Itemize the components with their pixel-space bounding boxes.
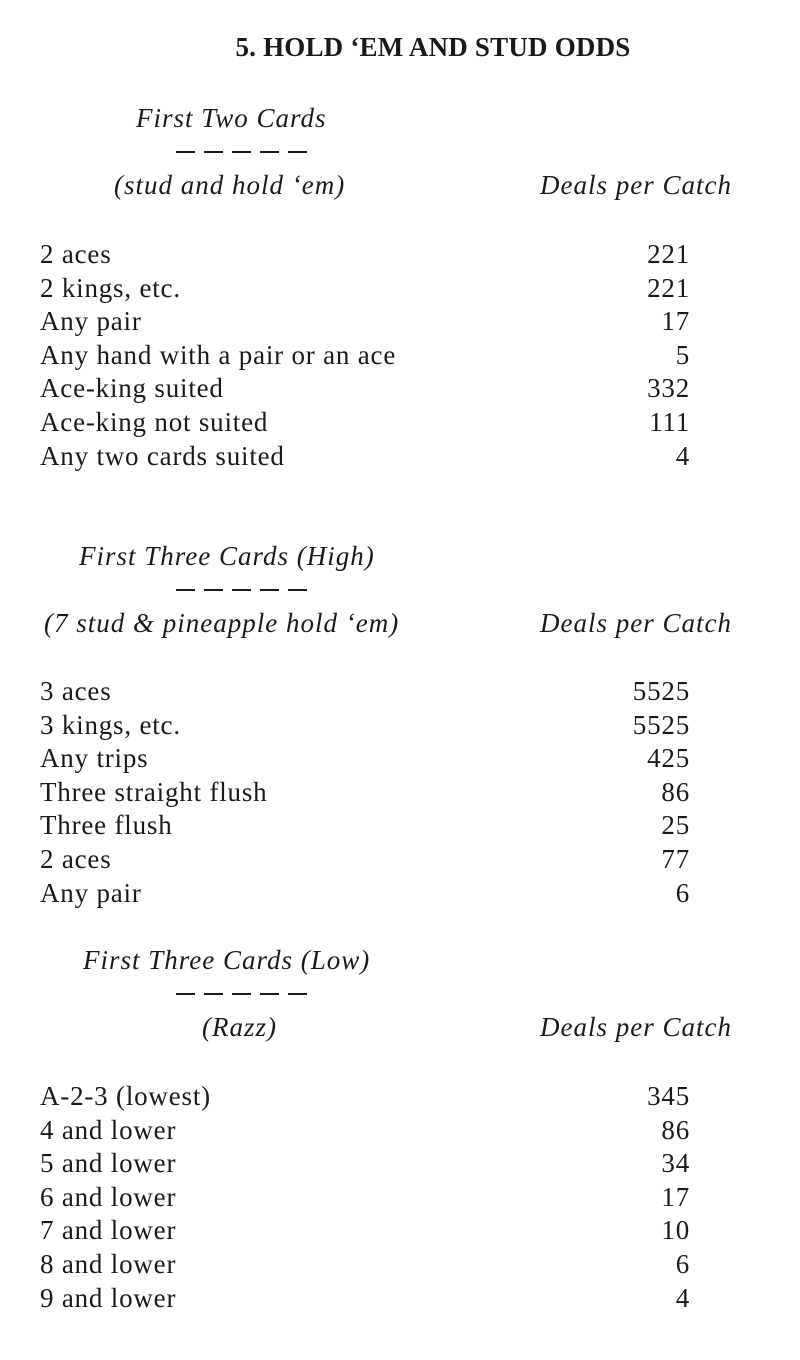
table-row <box>40 440 690 474</box>
table-row <box>40 1147 690 1181</box>
row-value: 4 <box>675 1282 690 1313</box>
row-value: 86 <box>661 776 690 807</box>
table-row <box>40 742 690 776</box>
row-label: Three flush <box>40 810 173 841</box>
table-row <box>40 339 690 373</box>
table-row <box>40 675 690 709</box>
odds-table <box>40 1080 690 1315</box>
table-row <box>40 1282 690 1316</box>
table-row <box>40 776 690 810</box>
table-row <box>40 1114 690 1148</box>
table-row <box>40 809 690 843</box>
row-label: 7 and lower <box>40 1215 177 1246</box>
row-label: Any two cards suited <box>40 440 285 471</box>
heading-rule <box>176 143 308 163</box>
row-value: 5 <box>675 339 690 370</box>
row-label: Three straight flush <box>40 776 268 807</box>
row-value: 5525 <box>632 709 690 740</box>
row-value: 221 <box>647 272 690 303</box>
row-label: 2 kings, etc. <box>40 272 181 303</box>
row-label: 8 and lower <box>40 1248 177 1279</box>
row-value: 6 <box>675 1248 690 1279</box>
row-label: Any hand with a pair or an ace <box>40 339 397 370</box>
table-row <box>40 1181 690 1215</box>
row-value: 111 <box>649 406 690 437</box>
column-heading-deals-per-catch: Deals per Catch <box>540 1012 732 1042</box>
row-label: 2 aces <box>40 843 112 874</box>
table-row <box>40 272 690 306</box>
row-label: Any pair <box>40 877 142 908</box>
table-row <box>40 406 690 440</box>
row-value: 10 <box>661 1215 690 1246</box>
row-label: 2 aces <box>40 239 112 269</box>
section-subheading: (Razz) <box>202 1012 277 1042</box>
row-value: 425 <box>647 743 690 774</box>
row-value: 34 <box>661 1148 690 1179</box>
row-value: 221 <box>647 239 690 269</box>
row-value: 25 <box>661 810 690 841</box>
table-row <box>40 1214 690 1248</box>
row-label: 4 and lower <box>40 1114 177 1145</box>
row-label: A-2-3 (lowest) <box>40 1081 211 1111</box>
section-heading: First Three Cards (High) <box>79 541 375 571</box>
row-value: 5525 <box>632 676 690 706</box>
table-row <box>40 238 690 272</box>
row-value: 17 <box>661 1181 690 1212</box>
row-value: 4 <box>675 440 690 471</box>
row-value: 77 <box>661 843 690 874</box>
table-row <box>40 1080 690 1114</box>
table-row <box>40 709 690 743</box>
row-value: 332 <box>647 373 690 404</box>
column-heading-deals-per-catch: Deals per Catch <box>540 170 732 200</box>
table-row <box>40 1248 690 1282</box>
row-value: 345 <box>647 1081 690 1111</box>
section-subheading: (7 stud & pineapple hold ‘em) <box>44 608 400 638</box>
row-label: Any pair <box>40 306 142 337</box>
heading-rule <box>176 581 308 601</box>
page-title: 5. HOLD ‘EM AND STUD ODDS <box>235 32 631 62</box>
row-label: 3 kings, etc. <box>40 709 181 740</box>
heading-rule <box>176 985 308 1005</box>
section-heading: First Two Cards <box>136 103 327 133</box>
table-row <box>40 372 690 406</box>
row-label: Ace-king not suited <box>40 406 269 437</box>
odds-table <box>40 675 690 910</box>
section-subheading: (stud and hold ‘em) <box>114 170 346 200</box>
table-row <box>40 305 690 339</box>
table-row <box>40 843 690 877</box>
row-value: 17 <box>661 306 690 337</box>
row-label: 9 and lower <box>40 1282 177 1313</box>
row-value: 86 <box>661 1114 690 1145</box>
row-label: Ace-king suited <box>40 373 224 404</box>
section-heading: First Three Cards (Low) <box>83 945 371 975</box>
row-label: 3 aces <box>40 676 112 706</box>
row-value: 6 <box>675 877 690 908</box>
column-heading-deals-per-catch: Deals per Catch <box>540 608 732 638</box>
table-row <box>40 877 690 911</box>
row-label: 5 and lower <box>40 1148 177 1179</box>
odds-table <box>40 238 690 473</box>
row-label: 6 and lower <box>40 1181 177 1212</box>
row-label: Any trips <box>40 743 149 774</box>
